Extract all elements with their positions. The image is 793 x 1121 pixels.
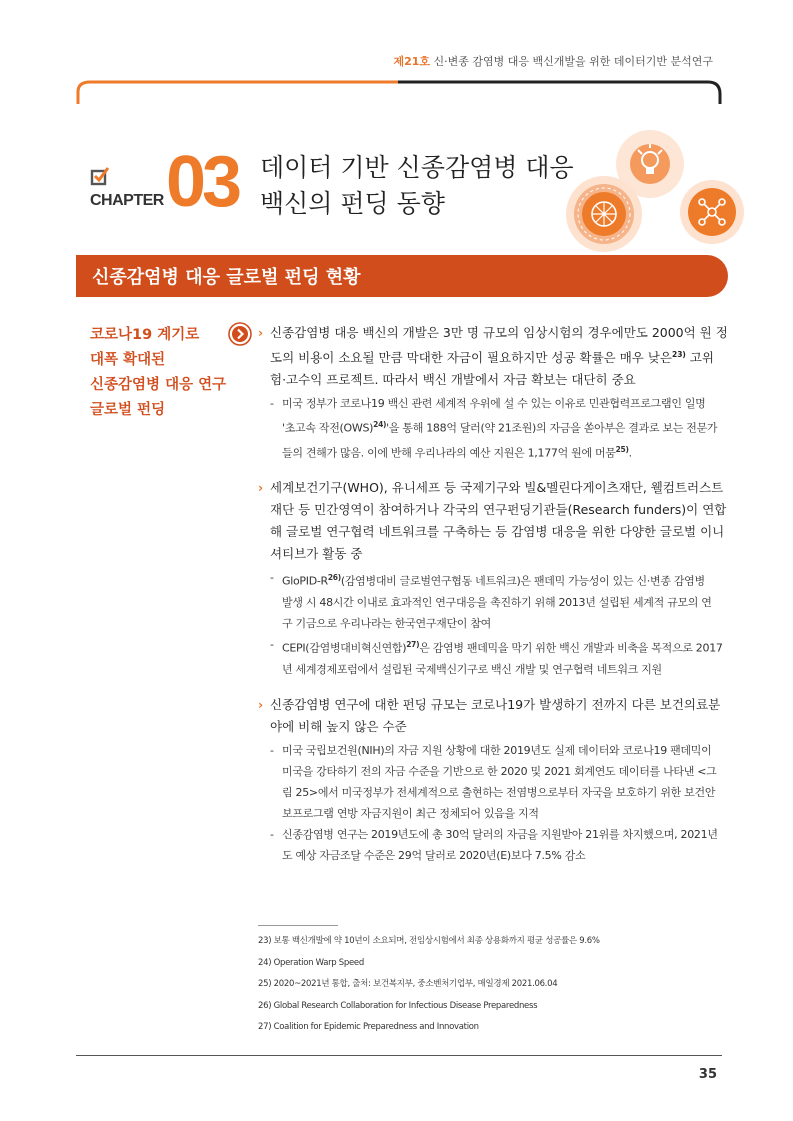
report-number: 제21호 bbox=[393, 55, 430, 68]
chapter-block bbox=[88, 142, 268, 222]
footnote-ref: 26) bbox=[327, 573, 341, 583]
main-content bbox=[258, 322, 726, 866]
section-title: 신종감염병 대응 글로벌 펀딩 현황 bbox=[92, 267, 361, 288]
chapter-number: 03 bbox=[166, 142, 239, 222]
chapter-title bbox=[260, 150, 574, 222]
text-line: 들의 견해가 많음. 이에 반해 우리나라의 예산 지원은 1,177억 원에 머뭄$^{25)}$. bbox=[282, 444, 632, 460]
text-line: 재단 등 민간영역이 참여하거나 각국의 연구펀딩기관들(Research funders)이 연합 bbox=[270, 502, 727, 518]
text-line: '초고속 작전(OWS)$^{24)}$'을 통해 188억 달러(약 21조원)의 자금을 쏟아부은 결과로 보는 전문가 bbox=[282, 420, 718, 435]
side-heading-line: 대폭 확대된 bbox=[90, 352, 166, 368]
text-line: 도 예상 자금조달 수준은 29억 달러로 2020년(E)보다 7.5% 감소 bbox=[282, 848, 586, 862]
text-line: 년 세계경제포럼에서 설립된 국제백신기구로 백신 개발 및 연구협력 네트워크 지원 bbox=[282, 662, 662, 676]
sub-item bbox=[258, 824, 726, 866]
sub-dash: - bbox=[270, 397, 274, 411]
chapter-title-line: 데이터 기반 신종감염병 대응 bbox=[260, 153, 574, 182]
side-heading-line: 글로벌 펀딩 bbox=[90, 402, 166, 418]
text-line: 야에 비해 높지 않은 수준 bbox=[270, 718, 407, 734]
report-title: 신·변종 감염병 대응 백신개발을 위한 데이터기반 분석연구 bbox=[433, 55, 713, 68]
footnote-ref: 27) bbox=[406, 640, 420, 650]
sub-item bbox=[258, 740, 726, 824]
bullet-item bbox=[258, 694, 726, 738]
side-heading-line: 코로나19 계기로 bbox=[90, 327, 200, 343]
text-line: 림 25>에서 미국정부가 전세계적으로 출현하는 전염병으로부터 자국을 보호하기 위한 보건안 bbox=[282, 785, 716, 799]
footnote-divider bbox=[258, 925, 338, 926]
chevron-right-icon bbox=[228, 322, 252, 346]
footnote-ref: 25) bbox=[615, 444, 629, 454]
text-line: GloPID-$R^{26)}$(감염병대비 글로벌연구협동 네트워크)은 팬데믹 가능성이 있는 신·변종 감염병 bbox=[282, 573, 705, 589]
sub-dash: - bbox=[270, 827, 274, 841]
footnote: 26) Global Research Collaboration for Infectious Disease Preparedness bbox=[258, 1000, 538, 1011]
sub-item bbox=[258, 567, 726, 634]
bullet-marker: › bbox=[258, 480, 264, 496]
page-number: 35 bbox=[698, 1067, 717, 1082]
checkmark-icon bbox=[90, 166, 110, 186]
bullet-item bbox=[258, 477, 726, 565]
text-line: 미국 국립보건원(NIH)의 자금 지원 상황에 대한 2019년도 실제 데이터와 코로나19 팬데믹이 bbox=[282, 743, 712, 757]
text-line: 해 글로벌 연구협력 네트워크를 구축하는 등 감염병 대응을 위한 다양한 글로벌 이니 bbox=[270, 524, 725, 540]
text-line: 보프로그램 연방 자금지원이 최근 정체되어 있음을 지적 bbox=[282, 806, 539, 820]
sub-item bbox=[258, 393, 726, 463]
sub-item bbox=[258, 634, 726, 680]
text-line: 험·고수익 프로젝트. 따라서 백신 개발에서 자금 확보는 대단히 중요 bbox=[270, 372, 636, 388]
footnote-ref: 24) bbox=[373, 420, 387, 430]
text-line: 도의 비용이 소요될 만큼 막대한 자금이 필요하지만 성공 확률은 매우 낮은$^{23)}$ 고위 bbox=[270, 350, 714, 366]
section-banner bbox=[76, 255, 728, 297]
header-rule bbox=[76, 78, 722, 104]
footnote: 25) 2020~2021년 통합, 출처: 보건복지부, 중소벤처기업부, 매일경제 2021.06.04 bbox=[258, 979, 558, 989]
footnote-ref: 23) bbox=[672, 350, 686, 359]
text-line: 신종감염병 연구는 2019년도에 총 30억 달러의 자금을 지원받아 21위를 차지했으며, 2021년 bbox=[282, 827, 718, 841]
text-line: 셔티브가 활동 중 bbox=[270, 546, 363, 562]
text-line: 미국을 강타하기 전의 자금 수준을 기반으로 한 2020 및 2021 회계연도 데이터를 나타낸 <그 bbox=[282, 764, 717, 778]
network-icon bbox=[680, 180, 744, 244]
footnote: 23) 보통 백신개발에 약 10년이 소요되며, 전임상시험에서 최종 상용화까지 평균 성공률은 9.6% bbox=[258, 936, 600, 946]
text-line: 미국 정부가 코로나19 백신 관련 세계적 우위에 설 수 있는 이유로 민관협력프로그램인 일명 bbox=[282, 397, 706, 411]
footnote: 27) Coalition for Epidemic Preparedness and Innovation bbox=[258, 1022, 479, 1032]
footer-rule bbox=[76, 1055, 722, 1056]
side-heading-line: 신종감염병 대응 연구 bbox=[90, 377, 227, 393]
chapter-label: CHAPTER bbox=[90, 192, 164, 209]
sub-dash: - bbox=[270, 571, 274, 585]
text-line: 구 기금으로 우리나라는 한국연구재단이 참여 bbox=[282, 617, 491, 631]
side-heading bbox=[90, 323, 230, 423]
text-line: 세계보건기구(WHO), 유니세프 등 국제기구와 빌&멜린다게이츠재단, 웰컴트러스트 bbox=[270, 480, 724, 496]
running-header bbox=[393, 53, 713, 69]
footnote: 24) Operation Warp Speed bbox=[258, 957, 364, 968]
bullet-item bbox=[258, 322, 726, 391]
text-line: 신종감염병 연구에 대한 펀딩 규모는 코로나19가 발생하기 전까지 다른 보건의료분 bbox=[270, 696, 721, 712]
globe-circuit-icon bbox=[566, 176, 642, 252]
text-line: CEPI(감염병대비혁신연합)$^{27)}$은 감염병 팬데믹을 막기 위한 백신 개발과 비축을 목적으로 2017 bbox=[282, 640, 723, 655]
bullet-marker: › bbox=[258, 696, 264, 712]
text-line: 발생 시 48시간 이내로 효과적인 연구대응을 촉진하기 위해 2013년 설립된 세계적 규모의 연 bbox=[282, 596, 712, 610]
text-line: 신종감염병 대응 백신의 개발은 3만 명 규모의 임상시험의 경우에만도 2000억 원 정 bbox=[270, 325, 728, 340]
sub-dash: - bbox=[270, 638, 274, 652]
footnotes bbox=[258, 931, 728, 1039]
bullet-marker: › bbox=[258, 325, 264, 340]
sub-dash: - bbox=[270, 743, 274, 757]
chapter-title-line: 백신의 펀딩 동향 bbox=[260, 189, 445, 218]
